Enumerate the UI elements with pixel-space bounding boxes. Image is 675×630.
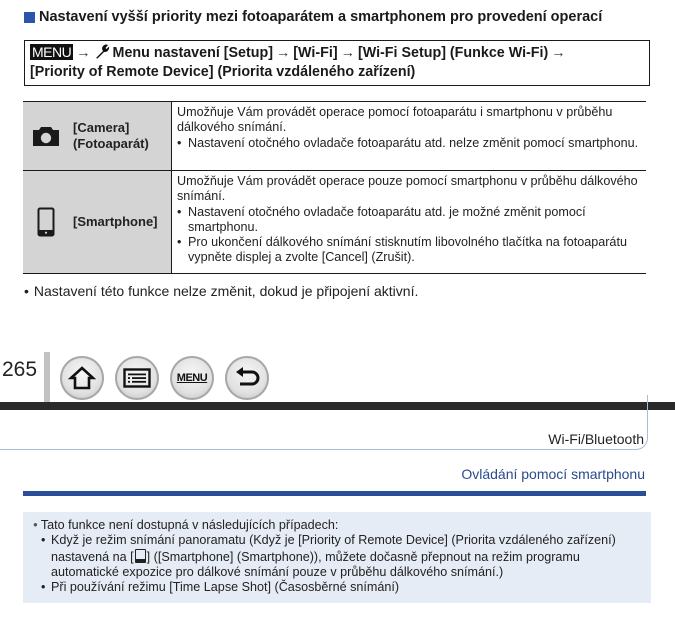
info-item: • Při používání režimu [Time Lapse Shot] (Časosběrné snímání): [41, 580, 646, 595]
menu-badge: MENU: [32, 44, 72, 60]
option-description-text: Umožňuje Vám provádět operace pomocí fotoaparátu i smartphonu v průběhu dálkového snímání.: [177, 105, 613, 135]
option-label: [Smartphone]: [73, 214, 158, 229]
option-bullet: • Nastavení otočného ovladače fotoaparátu atd. je možné změnit pomocí smartphonu.: [177, 205, 642, 236]
option-label: [Camera]: [73, 120, 130, 135]
subtitle-rule: [23, 491, 646, 496]
list-icon: [123, 368, 151, 388]
option-row-camera: [23, 102, 646, 171]
home-button[interactable]: [60, 356, 104, 400]
arrow-icon: →: [276, 45, 291, 61]
info-lead: ● Tato funkce není dostupná v následujících případech:: [33, 517, 646, 533]
arrow-icon: →: [76, 45, 91, 61]
home-icon: [68, 365, 96, 391]
options-table: [23, 101, 646, 274]
smartphone-icon: [135, 549, 146, 563]
option-description: [172, 102, 647, 171]
chapter-tab-label: Wi-Fi/Bluetooth: [548, 431, 644, 447]
info-box: [23, 512, 651, 603]
contents-button[interactable]: [115, 356, 159, 400]
wrench-icon: [94, 43, 110, 59]
section-marker-icon: [24, 12, 35, 23]
note-text: • Nastavení této funkce nelze změnit, dokud je připojení aktivní.: [24, 283, 418, 299]
menu-button-label: MENU: [176, 372, 208, 384]
camera-icon: [32, 125, 60, 147]
option-description-text: Umožňuje Vám provádět operace pouze pomocí smartphonu v průběhu dálkového snímání.: [177, 174, 638, 204]
section-title: [24, 9, 602, 25]
arrow-icon: →: [551, 45, 566, 61]
option-row-smartphone: [23, 171, 646, 274]
menu-step-wifi-setup: [Wi-Fi Setup] (Funkce Wi-Fi): [357, 45, 549, 61]
menu-step-priority: [Priority of Remote Device] (Priorita vzdáleného zařízení): [30, 64, 416, 80]
menu-button[interactable]: [170, 356, 214, 400]
option-description: [172, 171, 647, 274]
option-label-cell: [23, 171, 172, 274]
menu-path: [24, 40, 650, 86]
arrow-icon: →: [340, 45, 355, 61]
option-bullet: • Pro ukončení dálkového snímání stisknutím libovolného tlačítka na fotoaparátu vypněte displej a zvolte [Cancel] (Zrušit).: [177, 235, 642, 266]
back-button[interactable]: [225, 356, 269, 400]
option-label-cell: [23, 102, 172, 171]
option-sublabel: (Fotoaparát): [73, 136, 149, 151]
page-number: 265: [2, 358, 38, 381]
section-title-text: Nastavení vyšší priority mezi fotoaparátem a smartphonem pro provedení operací: [39, 9, 603, 25]
info-item: • Když je režim snímání panoramatu (Když je [Priority of Remote Device] (Priorita vzdáleného zařízení) nastavená na [ ] ([Smartphone] (Smartphone)), můžete dočasně přepnout na režim programu automatické expozice pro dálkové snímání pouze v průběhu dálkového snímání.): [41, 533, 646, 580]
menu-step-setup: Menu nastavení [Setup]: [112, 45, 273, 61]
option-bullet: • Nastavení otočného ovladače fotoaparátu atd. nelze změnit pomocí smartphonu.: [177, 136, 642, 151]
page-subtitle: Ovládání pomocí smartphonu: [461, 466, 645, 482]
menu-step-wifi: [Wi-Fi]: [293, 45, 338, 61]
smartphone-icon: [37, 207, 55, 237]
back-arrow-icon: [233, 366, 261, 390]
